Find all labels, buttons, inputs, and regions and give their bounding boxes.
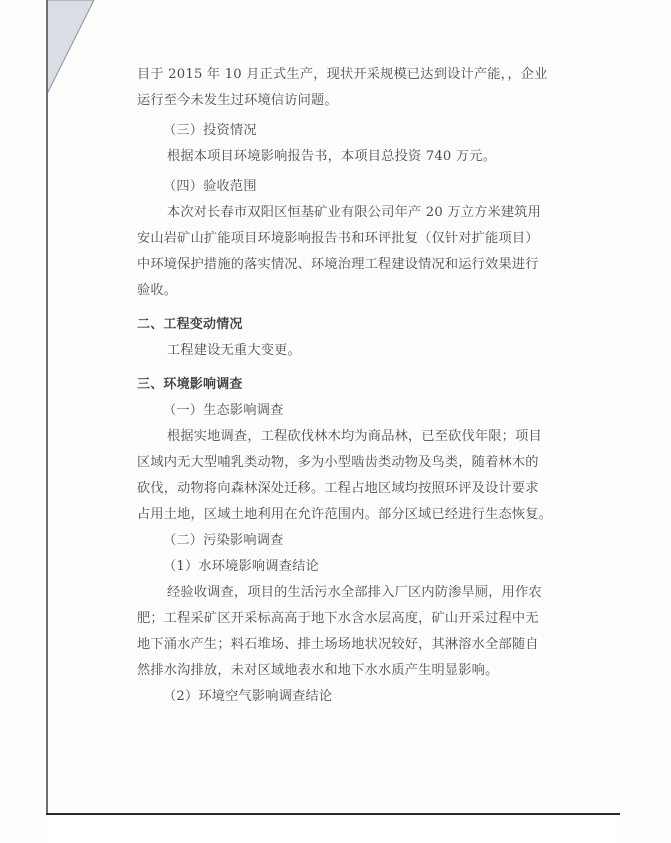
- paragraph-line: 验收。: [137, 283, 178, 298]
- paragraph-line: 占用土地，区域土地利用在允许范围内。部分区域已经进行生态恢复。: [137, 507, 553, 522]
- paragraph-line: 经验收调查，项目的生活污水全部排入厂区内防渗旱厕，用作农: [167, 585, 542, 600]
- section-heading: 三、环境影响调查: [137, 377, 243, 392]
- section-heading: 二、工程变动情况: [137, 317, 243, 332]
- document-body: [137, 62, 553, 710]
- paragraph-line: 安山岩矿山扩能项目环境影响报告书和环评批复（仅针对扩能项目）: [137, 231, 539, 246]
- page-left-edge: [46, 0, 48, 815]
- paragraph-line: 本次对长春市双阳区恒基矿业有限公司年产 20 万立方米建筑用: [167, 205, 542, 220]
- subsection-heading: （二）污染影响调查: [163, 533, 284, 548]
- paragraph-line: 运行至今未发生过环境信访问题。: [137, 93, 338, 108]
- paragraph-line: 根据实地调查，工程砍伐林木均为商品林，已至砍伐年限；项目: [167, 429, 542, 444]
- paragraph-line: 地下涌水产生；料石堆场、排土场场地状况较好，其淋溶水全部随自: [137, 637, 539, 652]
- subsection-heading: （一）生态影响调查: [163, 403, 284, 418]
- paragraph-line: 根据本项目环境影响报告书，本项目总投资 740 万元。: [167, 149, 497, 164]
- subsection-heading: （2）环境空气影响调查结论: [163, 689, 333, 704]
- subsection-heading: （三）投资情况: [163, 123, 257, 138]
- paragraph-line: 然排水沟排放，未对区域地表水和地下水水质产生明显影响。: [137, 663, 499, 678]
- paragraph-line: 中环境保护措施的落实情况、环境治理工程建设情况和运行效果进行: [137, 257, 539, 272]
- paragraph-line: 肥；工程采矿区开采标高高于地下水含水层高度，矿山开采过程中无: [137, 611, 539, 626]
- paragraph-line: 工程建设无重大变更。: [167, 343, 301, 358]
- subsection-heading: （四）验收范围: [163, 179, 257, 194]
- page-bottom-margin: [46, 815, 620, 843]
- folded-corner-mark: [46, 0, 106, 100]
- paragraph-line: 砍伐，动物将向森林深处迁移。工程占地区域均按照环评及设计要求: [137, 481, 539, 496]
- subsection-heading: （1）水环境影响调查结论: [163, 559, 319, 574]
- paragraph-line: 区域内无大型哺乳类动物，多为小型啮齿类动物及鸟类，随着林木的: [137, 455, 539, 470]
- paragraph-line: 目于 2015 年 10 月正式生产，现状开采规模已达到设计产能，，企业: [137, 67, 548, 82]
